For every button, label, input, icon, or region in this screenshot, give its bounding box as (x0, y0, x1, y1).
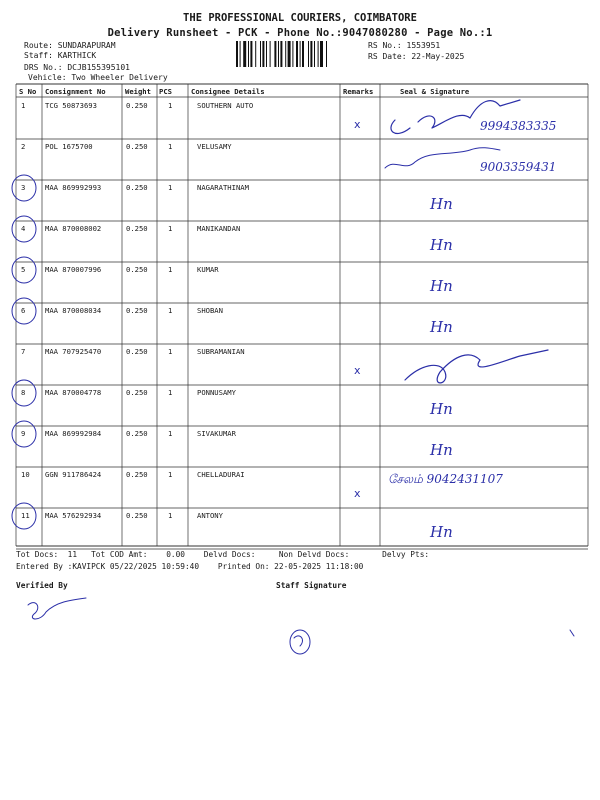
verified-signature (28, 598, 86, 619)
row-circle-mark (12, 503, 36, 529)
cell-weight: 0.250 (126, 101, 148, 110)
route-label: Route: SUNDARAPURAM (24, 41, 116, 50)
col-signature: Seal & Signature (400, 87, 470, 96)
staff-signature-mark (290, 630, 310, 654)
totals-line: Tot Docs: 11 Tot COD Amt: 0.00 Delvd Docs: Non Delvd Docs: Delvy Pts: (16, 550, 430, 559)
cell-weight: 0.250 (126, 429, 148, 438)
cell-consignee: VELUSAMY (197, 142, 232, 151)
company-title: THE PROFESSIONAL COURIERS, COIMBATORE (183, 12, 417, 24)
cell-consignee: SOUTHERN AUTO (197, 101, 254, 110)
cell-consignment: MAA 870008034 (45, 306, 102, 315)
cell-consignment: MAA 870007996 (45, 265, 102, 274)
cell-sno: 7 (21, 347, 26, 356)
cell-weight: 0.250 (126, 511, 148, 520)
cell-consignee: SUBRAMANIAN (197, 347, 245, 356)
cell-consignment: MAA 869992993 (45, 183, 102, 192)
cell-consignment: MAA 869992984 (45, 429, 102, 438)
cell-consignee: PONNUSAMY (197, 388, 236, 397)
cell-consignment: MAA 576292934 (45, 511, 102, 520)
cell-pcs: 1 (168, 101, 173, 110)
signature-scribble (385, 148, 500, 168)
handwritten-signature: Hn (430, 277, 453, 295)
cell-weight: 0.250 (126, 388, 148, 397)
cell-sno: 6 (21, 306, 26, 315)
cell-sno: 1 (21, 101, 26, 110)
cell-consignee: NAGARATHINAM (197, 183, 249, 192)
remark-mark: x (354, 118, 361, 131)
cell-consignment: GGN 911786424 (45, 470, 102, 479)
signature-scribble (405, 350, 548, 383)
runsheet-subtitle: Delivery Runsheet - PCK - Phone No.:9047080280 - Page No.:1 (107, 27, 493, 39)
staff-signature-label: Staff Signature (276, 581, 347, 590)
handwritten-signature: Hn (430, 400, 453, 418)
cell-weight: 0.250 (126, 142, 148, 151)
cell-consignment: POL 1675700 (45, 142, 93, 151)
col-consignee: Consignee Details (191, 87, 265, 96)
cell-pcs: 1 (168, 429, 173, 438)
col-consignment: Consignment No (45, 87, 106, 96)
row-circle-mark (12, 298, 36, 324)
cell-consignee: SHOBAN (197, 306, 223, 315)
col-sno: S No (19, 87, 37, 96)
cell-pcs: 1 (168, 142, 173, 151)
cell-pcs: 1 (168, 388, 173, 397)
row-circle-mark (12, 257, 36, 283)
cell-consignment: MAA 707925470 (45, 347, 102, 356)
cell-consignee: KUMAR (197, 265, 219, 274)
drs-number: DRS No.: DCJB155395101 (24, 63, 130, 72)
handwritten-signature: 9994383335 (480, 119, 557, 133)
rs-date: RS Date: 22-May-2025 (368, 52, 465, 61)
handwritten-signature: Hn (430, 195, 453, 213)
cell-pcs: 1 (168, 183, 173, 192)
cell-sno: 3 (21, 183, 26, 192)
cell-pcs: 1 (168, 265, 173, 274)
cell-weight: 0.250 (126, 224, 148, 233)
cell-sno: 10 (21, 470, 30, 479)
row-circle-mark (12, 421, 36, 447)
staff-signature-mark (294, 636, 302, 646)
cell-pcs: 1 (168, 511, 173, 520)
signature-scribble (391, 100, 520, 133)
handwritten-signature: Hn (430, 236, 453, 254)
remark-mark: x (354, 487, 361, 500)
remark-mark: x (354, 364, 361, 377)
cell-consignee: CHELLADURAI (197, 470, 245, 479)
cell-sno: 4 (21, 224, 26, 233)
cell-sno: 5 (21, 265, 26, 274)
col-weight: Weight (125, 87, 151, 96)
cell-weight: 0.250 (126, 347, 148, 356)
cell-pcs: 1 (168, 470, 173, 479)
cell-consignee: ANTONY (197, 511, 223, 520)
entered-by-line: Entered By :KAVIPCK 05/22/2025 10:59:40 Printed On: 22-05-2025 11:18:00 (16, 562, 364, 571)
cell-sno: 11 (21, 511, 30, 520)
verified-by-label: Verified By (16, 581, 68, 590)
staff-label: Staff: KARTHICK (24, 51, 97, 60)
handwritten-signature: Hn (430, 523, 453, 541)
cell-pcs: 1 (168, 306, 173, 315)
row-circle-mark (12, 175, 36, 201)
handwritten-signature: 9003359431 (480, 160, 557, 174)
cell-pcs: 1 (168, 224, 173, 233)
handwritten-signature: சேலம் 9042431107 (388, 472, 503, 486)
vehicle-label: Vehicle: Two Wheeler Delivery (28, 73, 168, 82)
cell-pcs: 1 (168, 347, 173, 356)
handwritten-signature: Hn (430, 318, 453, 336)
cell-consignee: MANIKANDAN (197, 224, 241, 233)
cell-consignment: MAA 870008002 (45, 224, 102, 233)
col-pcs: PCS (159, 87, 172, 96)
cell-sno: 8 (21, 388, 26, 397)
handwritten-signature: Hn (430, 441, 453, 459)
cell-sno: 9 (21, 429, 26, 438)
cell-weight: 0.250 (126, 306, 148, 315)
stray-mark (570, 630, 574, 636)
cell-consignment: TCG 50873693 (45, 101, 97, 110)
cell-consignee: SIVAKUMAR (197, 429, 236, 438)
cell-sno: 2 (21, 142, 26, 151)
cell-weight: 0.250 (126, 265, 148, 274)
cell-consignment: MAA 870004778 (45, 388, 102, 397)
cell-weight: 0.250 (126, 470, 148, 479)
col-remarks: Remarks (343, 87, 374, 96)
rs-number: RS No.: 1553951 (368, 41, 441, 50)
row-circle-mark (12, 380, 36, 406)
cell-weight: 0.250 (126, 183, 148, 192)
row-circle-mark (12, 216, 36, 242)
